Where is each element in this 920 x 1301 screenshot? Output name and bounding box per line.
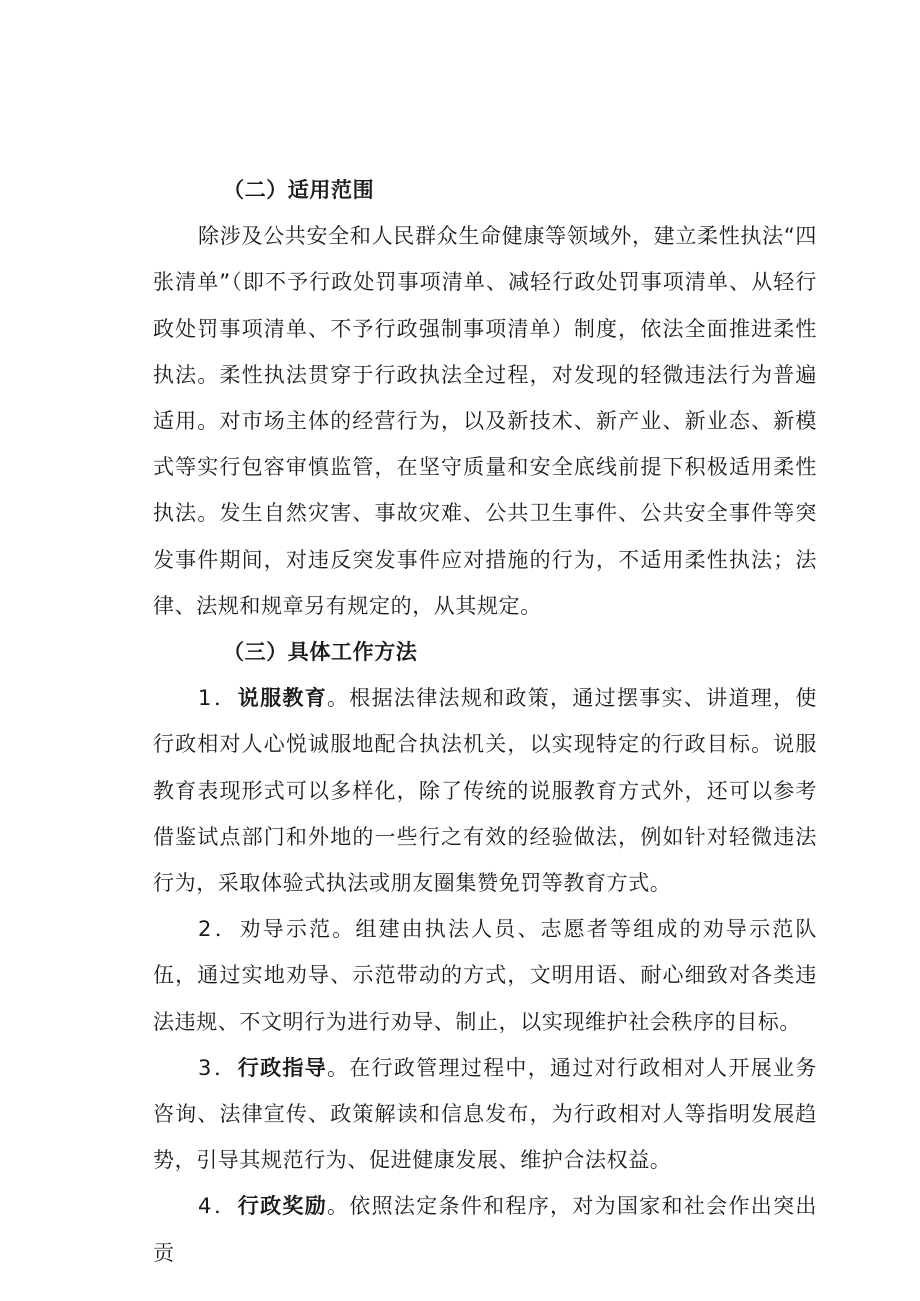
method-text: 。依照法定条件和程序，对为国家和社会作出突出贡 — [153, 1194, 817, 1265]
method-number: 2． — [198, 917, 240, 942]
section-heading-scope: （二）适用范围 — [223, 178, 375, 202]
method-title: 说服教育 — [237, 686, 327, 711]
method-text: 。组建由执法人员、志愿者等组成的劝导示范队伍，通过实地劝导、示范带动的方式，文明用语、耐心细致对各类违法违规、不文明行为进行劝导、制止，以实现维护社会秩序的目标。 — [153, 917, 817, 1034]
method-title: 行政奖励 — [237, 1194, 327, 1219]
method-number: 1． — [198, 686, 238, 711]
method-title: 行政指导 — [237, 1055, 327, 1080]
method-item-admin-guidance — [153, 1045, 817, 1184]
paragraph-scope: 除涉及公共安全和人民群众生命健康等领域外，建立柔性执法“四张清单”（即不予行政处罚事项清单、减轻行政处罚事项清单、从轻行政处罚事项清单、不予行政强制事项清单）制度，依法全面推进柔性执法。柔性执法贯穿于行政执法全过程，对发现的轻微违法行为普遍适用。对市场主体的经营行为，以及新技术、新产业、新业态、新模式等实行包容审慎监管，在坚守质量和安全底线前提下积极适用柔性执法。发生自然灾害、事故灾难、公共卫生事件、公共安全事件等突发事件期间，对违反突发事件应对措施的行为，不适用柔性执法；法律、法规和规章另有规定的，从其规定。 — [153, 224, 817, 618]
section-heading-methods: （三）具体工作方法 — [223, 640, 418, 665]
method-item-persuasion — [153, 675, 817, 906]
method-number: 4． — [198, 1194, 238, 1219]
method-number: 3． — [198, 1055, 238, 1080]
method-title: 劝导示范 — [239, 917, 333, 942]
method-text: 。根据法律法规和政策，通过摆事实、讲道理，使行政相对人心悦诚服地配合执法机关，以实现特定的行政目标。说服教育表现形式可以多样化，除了传统的说服教育方式外，还可以参考借鉴试点部门和外地的一些行之有效的经验做法，例如针对轻微违法行为，采取体验式执法或朋友圈集赞免罚等教育方式。 — [153, 686, 817, 896]
method-text: 。在行政管理过程中，通过对行政相对人开展业务咨询、法律宣传、政策解读和信息发布，为行政相对人等指明发展趋势，引导其规范行为、促进健康发展、维护合法权益。 — [153, 1055, 817, 1173]
method-item-admin-reward — [153, 1183, 817, 1275]
document-body — [153, 167, 817, 1276]
method-item-guidance-demo — [153, 906, 817, 1045]
